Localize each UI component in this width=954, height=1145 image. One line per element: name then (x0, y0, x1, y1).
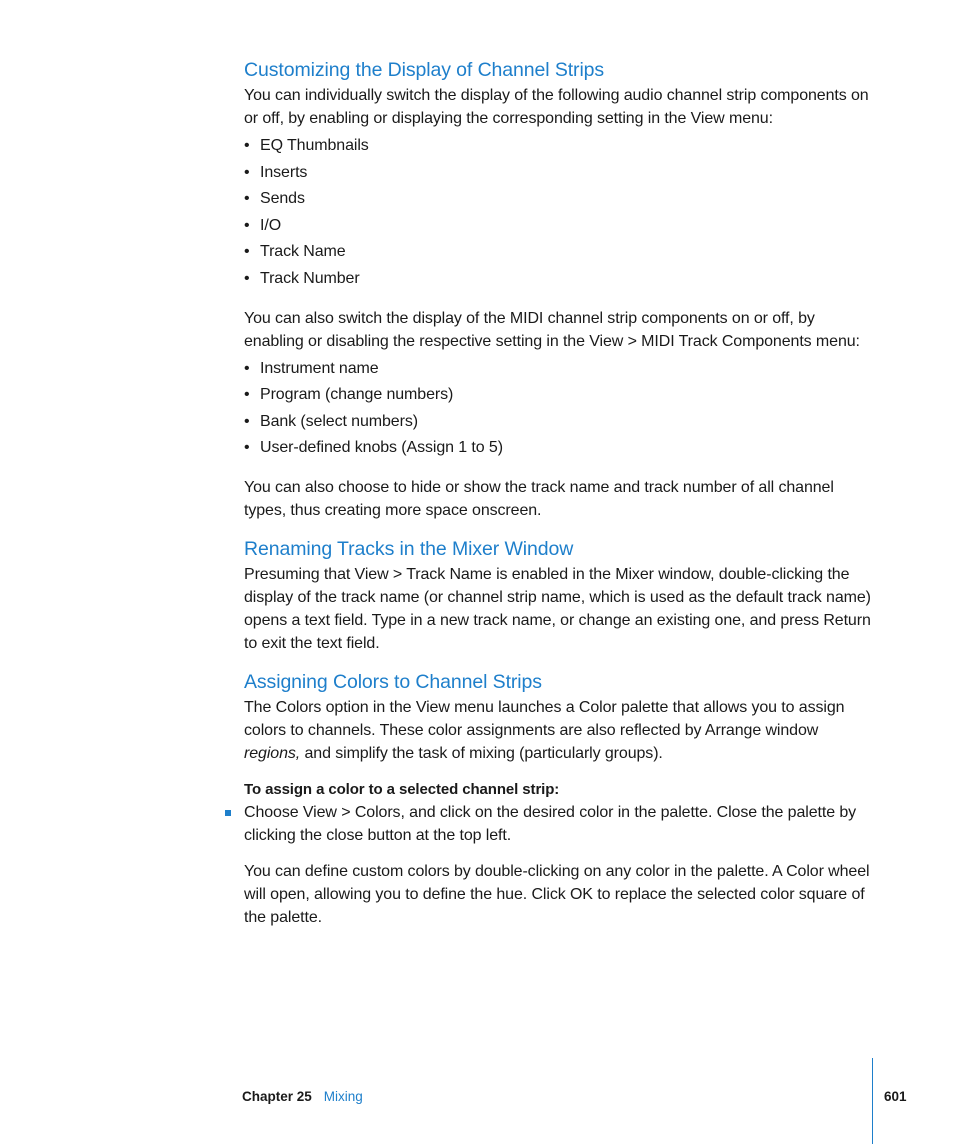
page-number: 601 (884, 1089, 907, 1104)
list-item-label: Track Number (260, 269, 360, 287)
section-heading-customizing-display: Customizing the Display of Channel Strips (244, 59, 605, 81)
list-item (244, 410, 876, 433)
section-intro-paragraph: You can individually switch the display of the following audio channel strip components on or off, by enabling or displaying the corresponding setting in the View menu: (244, 87, 869, 127)
bullet-icon: • (244, 137, 250, 154)
footer-chapter: Chapter 25 (242, 1089, 312, 1104)
list-item-label: User-defined knobs (Assign 1 to 5) (260, 439, 503, 457)
list-item-label: Bank (select numbers) (260, 412, 418, 430)
list-item (244, 267, 876, 290)
section-heading-assigning-colors: Assigning Colors to Channel Strips (244, 670, 542, 693)
bullet-icon: • (244, 412, 250, 430)
bullet-icon: • (244, 269, 250, 287)
list-item-label: Inserts (260, 163, 308, 181)
bullet-icon: • (244, 439, 250, 457)
list-item-label: EQ Thumbnails (260, 137, 369, 154)
bullet-icon: • (244, 243, 250, 261)
renaming-body-paragraph: Presuming that View > Track Name is enabled in the Mixer window, double-clicking the display of the track name (or channel strip name, which is used as the default track name) opens a text field. Type in a new track name, or change an existing one, and press Return to exit the text field. (244, 565, 871, 652)
section-heading-renaming-tracks: Renaming Tracks in the Mixer Window (244, 537, 574, 560)
list-item-label: Instrument name (260, 359, 379, 377)
list-item-label: Sends (260, 190, 305, 208)
list-item (244, 214, 876, 237)
list-item (244, 187, 876, 210)
list-item-label: I/O (260, 216, 282, 234)
step-text: Choose View > Colors, and click on the desired color in the palette. Close the palette by clicking the close button at the top left. (244, 803, 857, 844)
list-item (244, 436, 876, 459)
task-title: To assign a color to a selected channel strip: (244, 780, 560, 798)
audio-components-list (244, 134, 876, 290)
list-item-label: Program (change numbers) (260, 386, 454, 404)
page-footer (242, 1088, 363, 1106)
colors-body-paragraph: The Colors option in the View menu launches a Color palette that allows you to assign colors to channels. These color assignments are also reflected by Arrange window regions, and simplify the task of mixing (particularly groups). (244, 698, 845, 762)
step-square-icon (225, 810, 231, 816)
italic-term: regions, (244, 744, 301, 762)
closing-paragraph: You can define custom colors by double-clicking on any color in the palette. A Color wheel will open, allowing you to define the hue. Click OK to replace the selected color square of the palette. (244, 862, 870, 926)
list-item (244, 134, 876, 157)
midi-intro-paragraph: You can also switch the display of the MIDI channel strip components on or off, by enabling or disabling the respective setting in the View > MIDI Track Components menu: (244, 309, 860, 350)
bullet-icon: • (244, 163, 250, 181)
bullet-icon: • (244, 190, 250, 208)
outro-paragraph: You can also choose to hide or show the track name and track number of all channel types, thus creating more space onscreen. (244, 478, 834, 519)
list-item (244, 383, 876, 406)
task-step (244, 801, 876, 847)
footer-chapter-name: Mixing (323, 1089, 363, 1104)
bullet-icon: • (244, 216, 250, 234)
midi-components-list (244, 357, 876, 460)
bullet-icon: • (244, 359, 250, 377)
bullet-icon: • (244, 386, 250, 404)
list-item (244, 240, 876, 263)
list-item-label: Track Name (260, 243, 346, 261)
footer-divider (872, 1058, 873, 1144)
list-item (244, 161, 876, 184)
page-body (244, 56, 876, 929)
list-item (244, 357, 876, 380)
